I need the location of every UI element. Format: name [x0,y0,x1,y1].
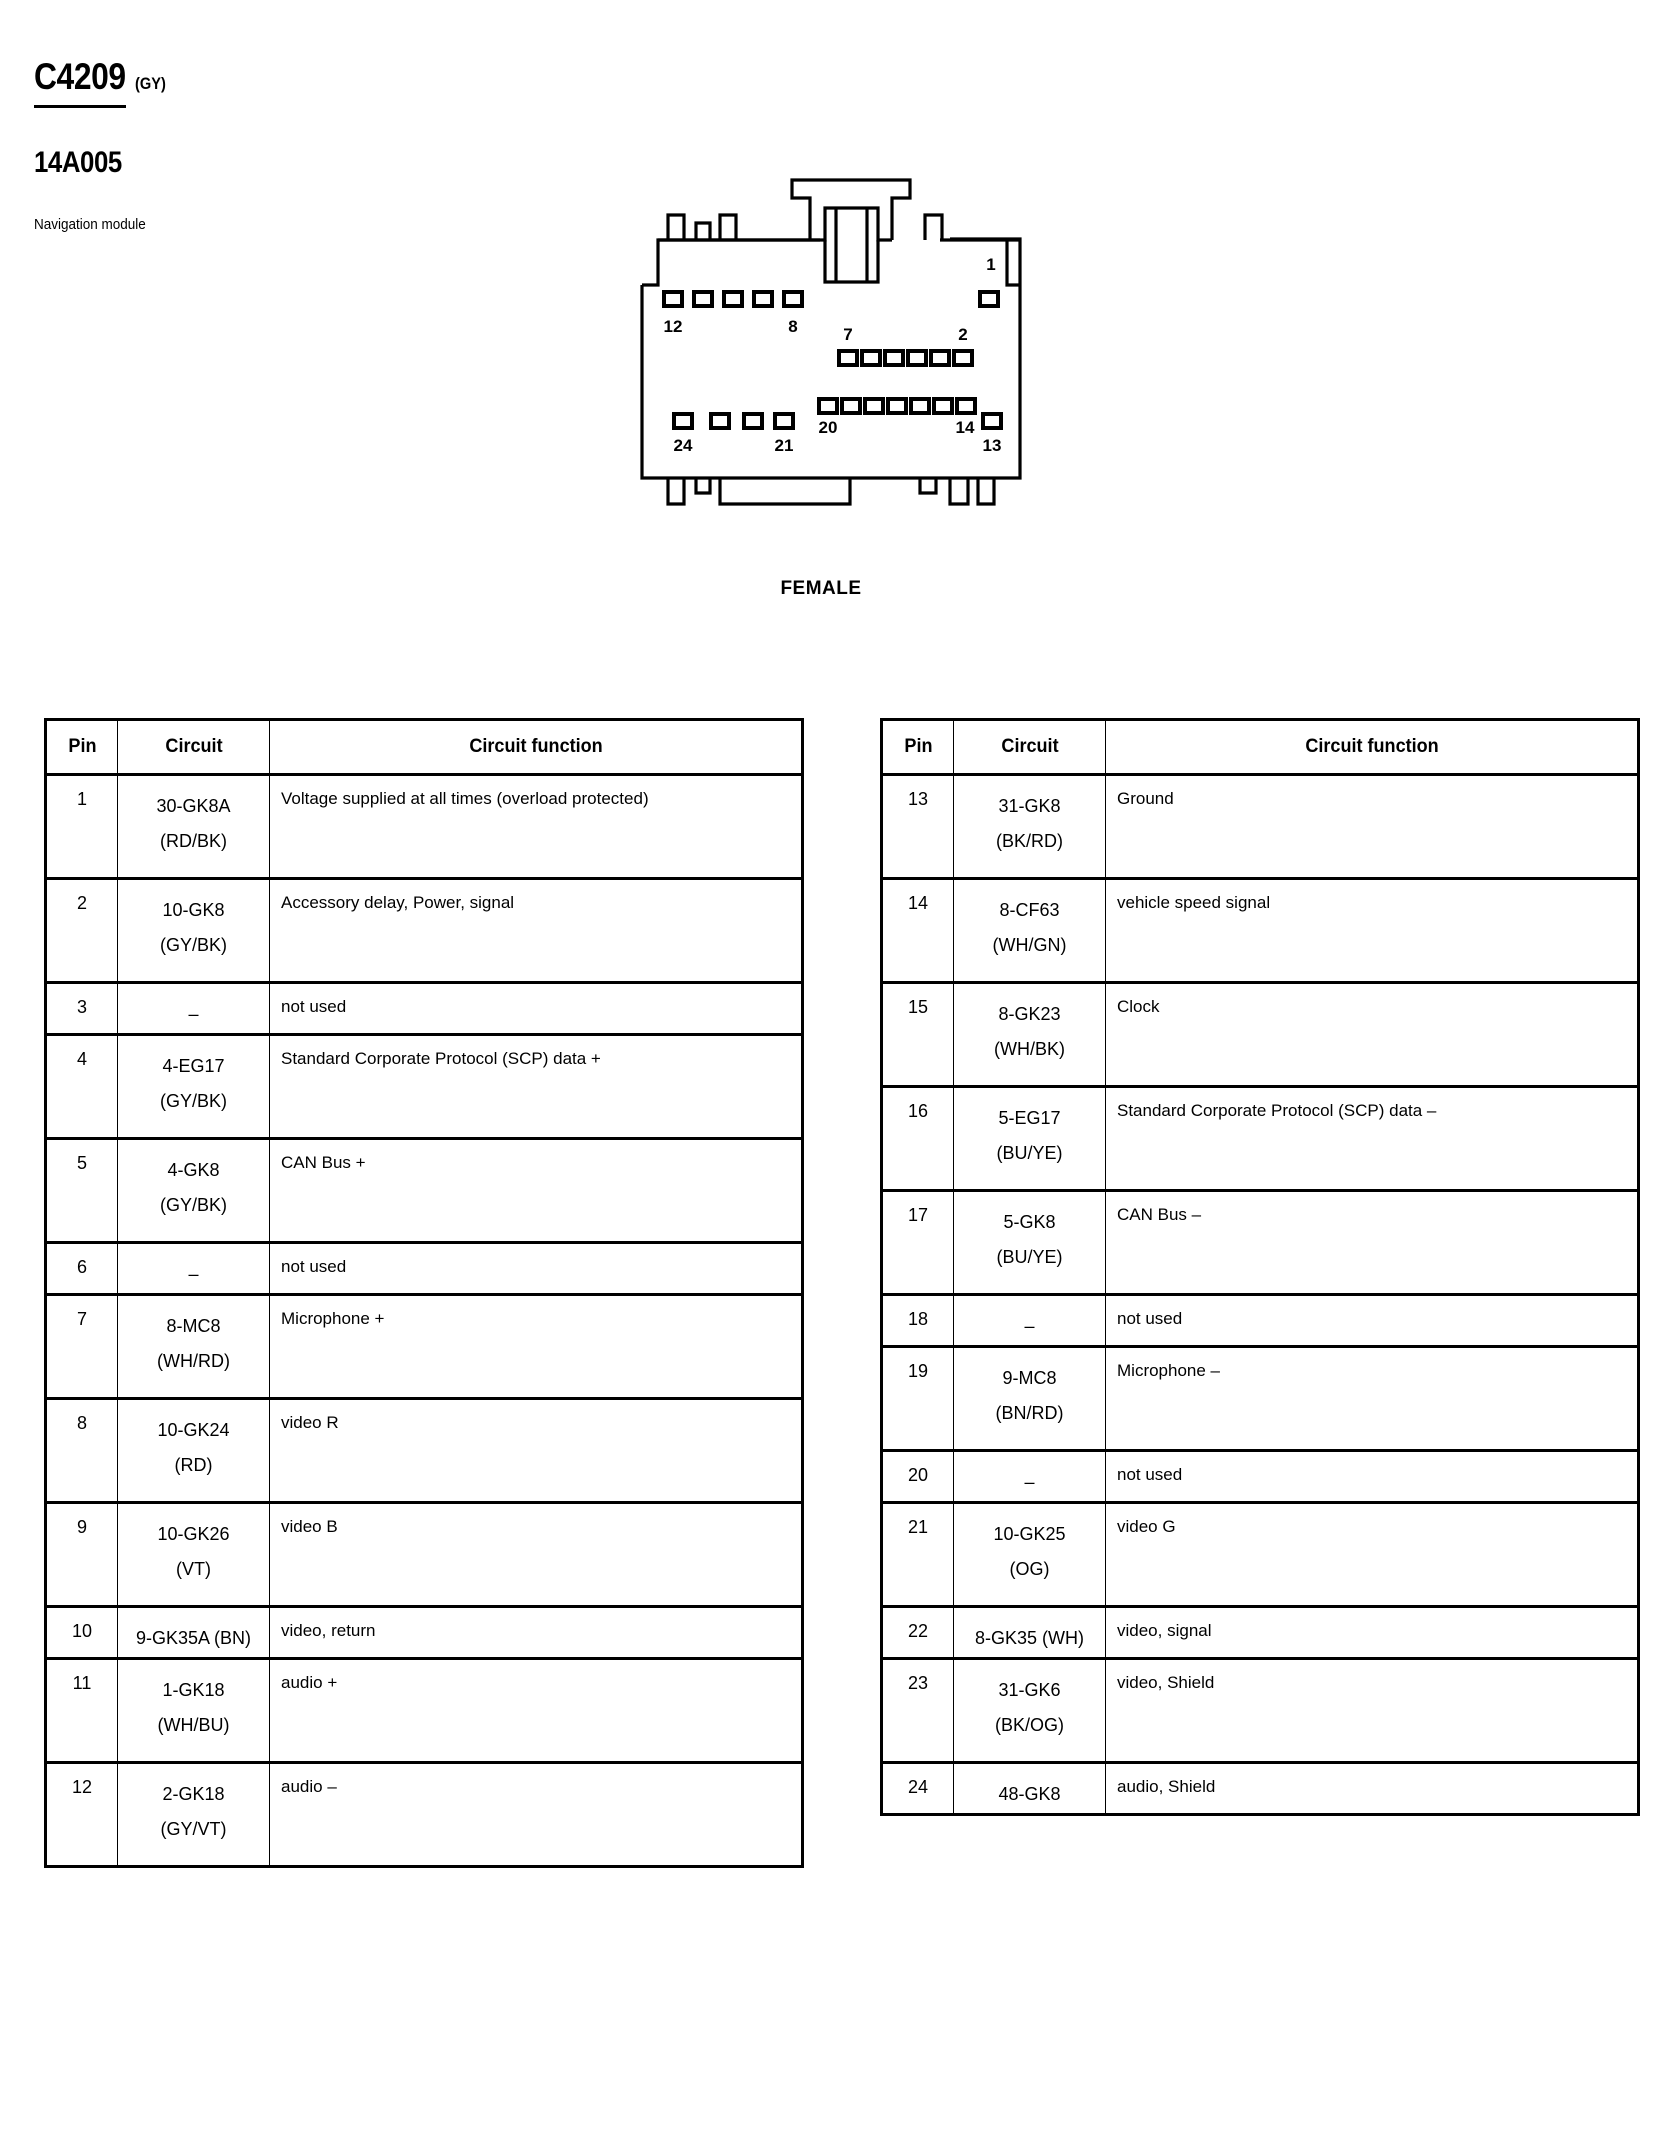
pin-label-14: 14 [955,418,975,437]
table-row [882,1087,1639,1191]
cell-circuit-function: not used [1106,1451,1639,1503]
cell-circuit-function: Accessory delay, Power, signal [270,879,803,983]
cell-circuit-code [118,775,270,879]
column-header-function: Circuit function [1119,720,1625,775]
cell-pin-number: 6 [46,1243,118,1295]
circuit-code: – [188,1264,199,1284]
table-row [46,1763,803,1867]
table-row [882,1191,1639,1295]
circuit-code: 8-CF63 [999,900,1060,920]
pin-label-2: 2 [958,325,968,344]
cell-pin-number: 1 [46,775,118,879]
cell-circuit-function: video B [270,1503,803,1607]
cell-pin-number: 12 [46,1763,118,1867]
circuit-wire-colors: (GY/VT) [160,1819,227,1840]
cell-circuit-function: vehicle speed signal [1106,879,1639,983]
table-row [882,1295,1639,1347]
pin-label-20: 20 [818,418,838,437]
cell-pin-number: 14 [882,879,954,983]
table-row [46,1607,803,1659]
circuit-wire-colors: (BK/RD) [996,831,1063,852]
table-row [46,775,803,879]
cell-circuit-code [954,775,1106,879]
pin-label-24: 24 [673,436,693,455]
circuit-wire-colors: (VT) [176,1559,211,1580]
pin-table-left [44,718,804,1868]
circuit-wire-colors: (OG) [1009,1559,1050,1580]
cell-circuit-function: Microphone + [270,1295,803,1399]
table-row [882,1763,1639,1815]
circuit-wire-colors: (BK/OG) [994,1715,1064,1736]
cell-circuit-function: not used [270,1243,803,1295]
table-row [46,1139,803,1243]
circuit-wire-colors: (GY/BK) [159,1195,227,1216]
circuit-code: 9-GK35A (BN) [135,1628,252,1648]
column-header-circuit: Circuit [957,720,1101,775]
table-row [882,1347,1639,1451]
circuit-wire-colors: (BU/YE) [996,1143,1063,1164]
pin-label-13: 13 [982,436,1002,455]
pin-label-8: 8 [788,317,798,336]
cell-pin-number: 13 [882,775,954,879]
cell-circuit-function: Ground [1106,775,1639,879]
circuit-code: 10-GK26 [157,1524,230,1544]
table-row [46,1399,803,1503]
circuit-code: 10-GK24 [157,1420,230,1440]
cell-pin-number: 19 [882,1347,954,1451]
circuit-code: 4-EG17 [162,1056,225,1076]
cell-circuit-code [118,1295,270,1399]
cell-circuit-code [118,1399,270,1503]
circuit-wire-colors: (BN/RD) [995,1403,1064,1424]
cell-circuit-code [954,879,1106,983]
cell-circuit-function: video, signal [1106,1607,1639,1659]
cell-circuit-code [118,1139,270,1243]
column-header-function: Circuit function [283,720,789,775]
circuit-code: 10-GK8 [162,900,225,920]
circuit-code: – [188,1004,199,1024]
pin-table-left-body [46,775,803,1867]
cell-circuit-code [954,983,1106,1087]
table-row [46,879,803,983]
header-underline [34,105,126,108]
circuit-code: – [1024,1472,1035,1492]
circuit-wire-colors: (WH/GN) [992,935,1067,956]
cell-circuit-function: CAN Bus – [1106,1191,1639,1295]
cell-pin-number: 7 [46,1295,118,1399]
cell-circuit-function: CAN Bus + [270,1139,803,1243]
cell-pin-number: 9 [46,1503,118,1607]
column-header-pin: Pin [883,720,951,775]
cell-circuit-function: Standard Corporate Protocol (SCP) data – [1106,1087,1639,1191]
circuit-wire-colors: (GY/BK) [159,1091,227,1112]
circuit-code: 1-GK18 [162,1680,225,1700]
cell-pin-number: 23 [882,1659,954,1763]
circuit-code: 8-GK35 (WH) [974,1628,1084,1648]
cell-circuit-function: Voltage supplied at all times (overload protected) [270,775,803,879]
circuit-wire-colors: (WH/RD) [157,1351,230,1372]
connector-drawing-icon [620,160,1040,520]
cell-pin-number: 10 [46,1607,118,1659]
cell-circuit-function: audio, Shield [1106,1763,1639,1815]
table-row [46,1243,803,1295]
cell-circuit-function: video R [270,1399,803,1503]
table-row [882,1659,1639,1763]
connector-face-diagram [620,160,1040,520]
pin-label-1: 1 [986,255,996,274]
circuit-wire-colors: (WH/BU) [157,1715,230,1736]
cell-pin-number: 22 [882,1607,954,1659]
cell-circuit-code [118,1035,270,1139]
cell-circuit-function: not used [1106,1295,1639,1347]
cell-circuit-code [118,1659,270,1763]
cell-circuit-code [954,1607,1106,1659]
column-header-circuit: Circuit [121,720,265,775]
column-header-pin: Pin [47,720,115,775]
cell-circuit-code [118,1607,270,1659]
circuit-code: – [1024,1316,1035,1336]
pin-table-right-container [880,718,1640,1816]
cell-circuit-code [954,1347,1106,1451]
cell-pin-number: 20 [882,1451,954,1503]
pin-table-right-body [882,775,1639,1815]
circuit-code: 8-MC8 [166,1316,221,1336]
cell-circuit-code [118,1503,270,1607]
circuit-wire-colors: (WH/BK) [994,1039,1065,1060]
cell-pin-number: 15 [882,983,954,1087]
cell-pin-number: 2 [46,879,118,983]
circuit-wire-colors: (GY/BK) [159,935,227,956]
circuit-code: 5-EG17 [998,1108,1061,1128]
cell-pin-number: 18 [882,1295,954,1347]
table-row [882,1503,1639,1607]
cell-circuit-function: Standard Corporate Protocol (SCP) data + [270,1035,803,1139]
circuit-code: 8-GK23 [998,1004,1061,1024]
cell-circuit-function: video G [1106,1503,1639,1607]
cell-circuit-code [954,1503,1106,1607]
circuit-code: 30-GK8A [156,796,231,816]
cell-pin-number: 8 [46,1399,118,1503]
table-row [882,775,1639,879]
table-row [46,1503,803,1607]
circuit-code: 48-GK8 [998,1784,1061,1804]
circuit-wire-colors: (BU/YE) [996,1247,1063,1268]
circuit-code: 4-GK8 [167,1160,220,1180]
cell-circuit-function: not used [270,983,803,1035]
cell-pin-number: 17 [882,1191,954,1295]
cell-pin-number: 4 [46,1035,118,1139]
connector-id: C4209 [34,56,126,97]
table-header-row [882,720,1639,775]
cell-circuit-code [118,1243,270,1295]
part-description: Navigation module [34,216,146,233]
circuit-code: 31-GK8 [998,796,1061,816]
cell-pin-number: 24 [882,1763,954,1815]
circuit-code: 2-GK18 [162,1784,225,1804]
pin-label-7: 7 [843,325,853,344]
table-row [882,879,1639,983]
connector-gender-text: FEMALE [780,578,862,599]
pin-label-21: 21 [774,436,794,455]
pin-table-right [880,718,1640,1816]
part-number: 14A005 [34,146,122,179]
cell-pin-number: 5 [46,1139,118,1243]
connector-id-row [34,58,454,95]
cell-circuit-code [954,1763,1106,1815]
connector-color-code: (GY) [134,74,166,93]
circuit-wire-colors: (RD/BK) [160,831,227,852]
circuit-code: 5-GK8 [1003,1212,1056,1232]
cell-pin-number: 21 [882,1503,954,1607]
cell-circuit-function: audio – [270,1763,803,1867]
circuit-code: 31-GK6 [998,1680,1061,1700]
cell-circuit-code [954,1659,1106,1763]
cell-pin-number: 3 [46,983,118,1035]
cell-circuit-code [118,1763,270,1867]
table-row [882,983,1639,1087]
cell-circuit-function: audio + [270,1659,803,1763]
cell-circuit-function: video, return [270,1607,803,1659]
circuit-code: 9-MC8 [1002,1368,1057,1388]
cell-circuit-function: Clock [1106,983,1639,1087]
circuit-code: 10-GK25 [993,1524,1066,1544]
table-header-row [46,720,803,775]
pin-label-12: 12 [663,317,683,336]
cell-circuit-code [954,1087,1106,1191]
table-row [882,1607,1639,1659]
table-row [46,1659,803,1763]
cell-pin-number: 16 [882,1087,954,1191]
connector-gender-label [0,578,1678,600]
cell-circuit-function: Microphone – [1106,1347,1639,1451]
pin-table-left-container [44,718,804,1868]
cell-circuit-code [954,1295,1106,1347]
cell-circuit-code [954,1191,1106,1295]
cell-pin-number: 11 [46,1659,118,1763]
connector-header [34,58,454,233]
cell-circuit-code [118,879,270,983]
cell-circuit-code [954,1451,1106,1503]
circuit-wire-colors: (RD) [174,1455,213,1476]
cell-circuit-function: video, Shield [1106,1659,1639,1763]
table-row [882,1451,1639,1503]
table-row [46,1035,803,1139]
table-row [46,983,803,1035]
table-row [46,1295,803,1399]
cell-circuit-code [118,983,270,1035]
